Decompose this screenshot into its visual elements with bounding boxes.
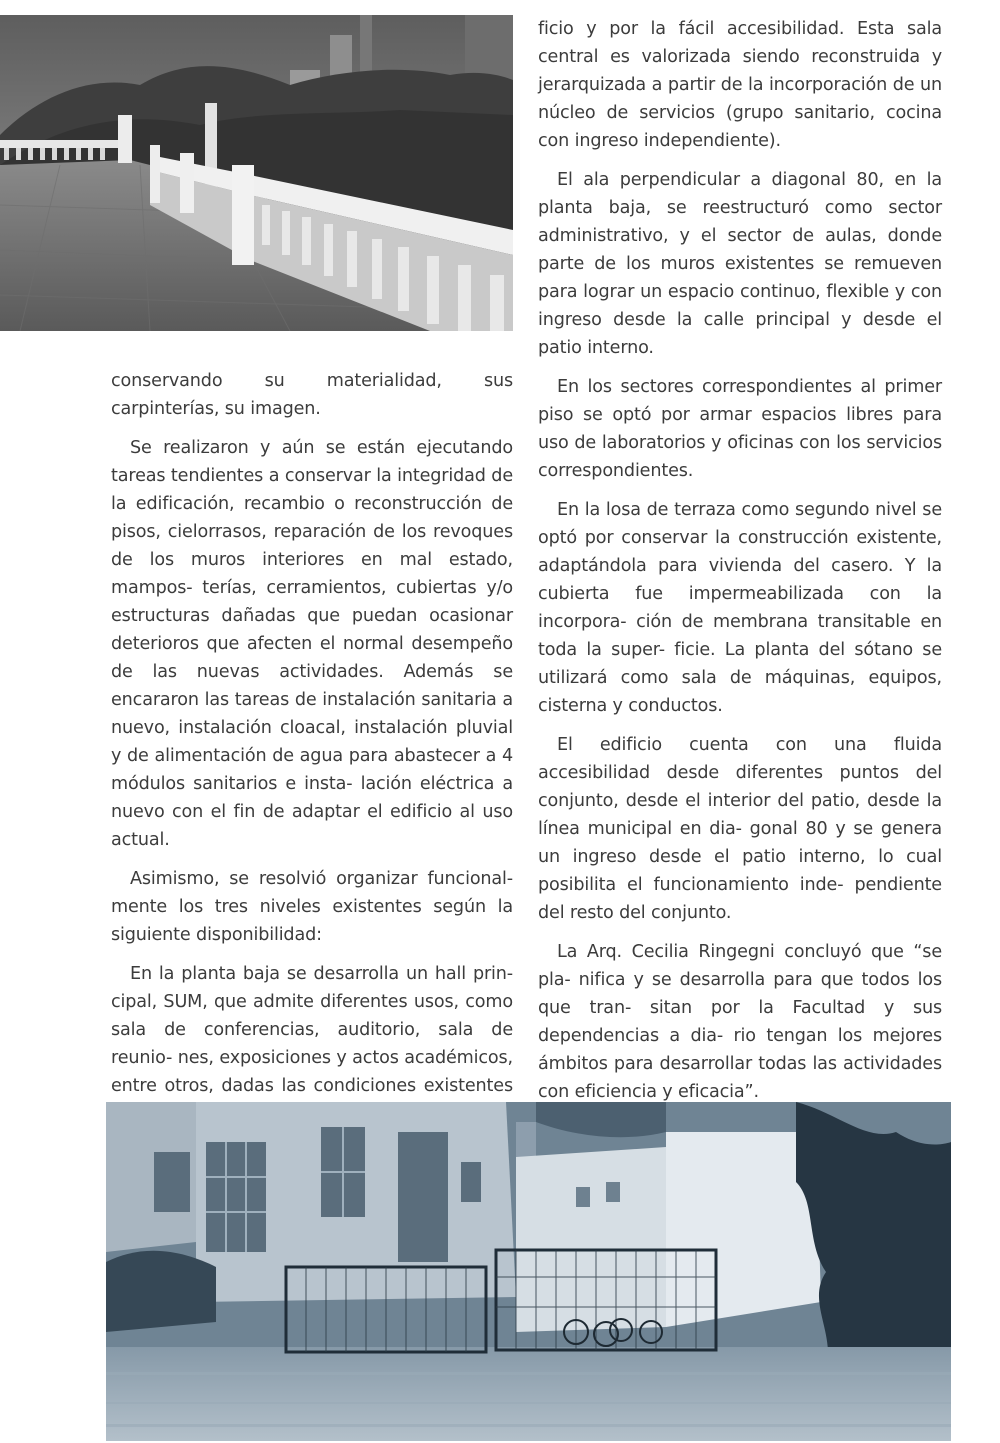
left-paragraph-3: Asimismo, se resolvió organizar funcional- mente los tres niveles existentes según la siguiente disponibilidad: (111, 869, 513, 945)
right-paragraph-3: En los sectores correspondientes al primer piso se optó por armar espacios libres para uso de laboratorios y oficinas con los servicios correspondientes. (538, 377, 942, 481)
left-column (111, 367, 513, 1139)
left-paragraph-1: conservando su materialidad, sus carpinterías, su imagen. (111, 371, 513, 419)
right-column (538, 15, 942, 1117)
right-paragraph-1: ficio y por la fácil accesibilidad. Esta sala central es valorizada siendo reconstruida y jerarquizada a partir de la incorporación de un núcleo de servicios (grupo sanitario, cocina con ingreso independiente). (538, 19, 942, 151)
courtyard-photo (106, 1102, 951, 1441)
terrace-photo-graphic (0, 15, 513, 331)
left-paragraph-2: Se realizaron y aún se están ejecutando tareas tendientes a conservar la integridad de la edificación, recambio o reconstrucción de pisos, cielorrasos, reparación de los revoques de los muros interiores en mal estado, mampos- terías, cerramientos, cubiertas y/o estructuras dañadas que puedan ocasionar deterioros que afecten el normal desempeño de las nuevas actividades. Además se encararon las tareas de instalación sanitaria a nuevo, instalación cloacal, instalación pluvial y de alimentación de agua para abastecer a 4 módulos sanitarios e insta- lación eléctrica a nuevo con el fin de adaptar el edificio al uso actual. (111, 438, 513, 850)
left-paragraph-4: En la planta baja se desarrolla un hall prin- cipal, SUM, que admite diferentes usos, como sala de conferencias, auditorio, sala de reunio- nes, exposiciones y actos académicos, entre otros, dadas las condiciones existentes (111, 964, 513, 1096)
right-paragraph-6: La Arq. Cecilia Ringegni concluyó que “se pla- nifica y se desarrolla para que todos los que tran- sitan por la Facultad y sus dependencias a dia- rio tengan los mejores ámbitos para desarrollar todas las actividades con eficiencia y eficacia”. (538, 942, 942, 1102)
terrace-photo (0, 15, 513, 331)
right-paragraph-5: El edificio cuenta con una fluida accesibilidad desde diferentes puntos del conjunto, desde el interior del patio, desde la línea municipal en dia- gonal 80 y se genera un ingreso desde el patio interno, lo cual posibilita el funcionamiento inde- pendiente del resto del conjunto. (538, 735, 942, 923)
right-paragraph-4: En la losa de terraza como segundo nivel se optó por conservar la construcción existente, adaptándola para vivienda del casero. Y la cubierta fue impermeabilizada con la incorpora- ción de membrana transitable en toda la super- ficie. La planta del sótano se utilizará como sala de máquinas, equipos, cisterna y conductos. (538, 500, 942, 716)
courtyard-photo-graphic (106, 1102, 951, 1441)
right-paragraph-2: El ala perpendicular a diagonal 80, en la planta baja, se reestructuró como sector administrativo, y el sector de aulas, donde parte de los muros existentes se remueven para lograr un espacio continuo, flexible y con ingreso desde la calle principal y desde el patio interno. (538, 170, 942, 358)
